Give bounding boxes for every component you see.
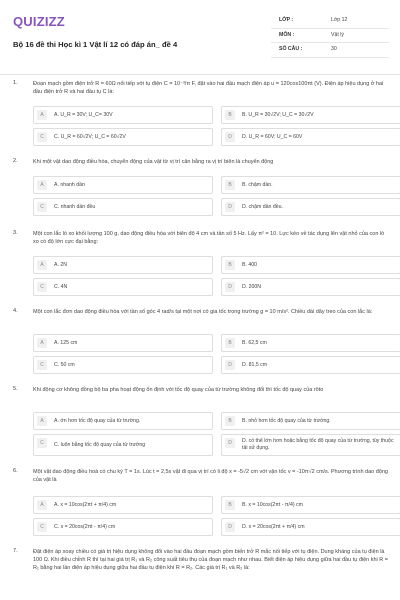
option-a[interactable] [33, 176, 213, 194]
meta-key: LỚP : [279, 17, 294, 23]
option-text: B. 400 [242, 262, 257, 268]
option-c[interactable] [33, 128, 213, 146]
option-text: C. 50 cm [54, 362, 75, 368]
question-text: Khi động cơ không đồng bộ ba pha hoạt động ổn định với tốc độ quay của từ trường không đổi thì tốc độ quay của rôto [33, 387, 324, 393]
option-text: D. 81,5 cm [242, 362, 268, 368]
option-letter-badge: A [37, 500, 47, 510]
meta-key: MÔN : [279, 31, 295, 38]
question-text: Đoạn mạch gồm điện trở R = 60Ω nối tiếp với tụ điện C = 10⁻³/π F, đặt vào hai đầu mạch điện áp u = 120cos100πt (V). Điện áp hiệu dụng ở hai đầu điện trở R và hai đầu tụ C là: [33, 81, 384, 95]
option-text: B. x = 10cos(2πt - π/4) cm [242, 502, 303, 508]
option-letter-badge: C [37, 522, 47, 532]
option-letter-badge: A [37, 180, 47, 190]
question-number: 6. [13, 468, 18, 474]
question-5 [13, 386, 393, 458]
option-c[interactable] [33, 518, 213, 536]
option-text: D. có thể lớn hơn hoặc bằng tốc độ quay của từ trường, tùy thuộc tải sử dụng. [242, 438, 394, 451]
option-text: A. x = 10cos(2πt + π/4) cm [54, 502, 117, 508]
header-divider [0, 74, 400, 75]
option-text: B. U_R = 30√2V; U_C = 30√2V [242, 112, 314, 118]
option-text: C. nhanh dần đều [54, 204, 96, 210]
option-text: D. chậm dần đều. [242, 204, 283, 210]
question-1 [13, 80, 393, 148]
option-d[interactable] [221, 518, 400, 536]
option-text: B. 62,5 cm [242, 340, 267, 346]
option-letter-badge: C [37, 360, 47, 370]
question-text: Một vật dao động điều hoà có chu kỳ T = 1s. Lúc t = 2,5s vật đi qua vị trí có li độ x = -5√2 cm với vận tốc v = -10π√2 cm/s. Phương trình dao động của vật là [33, 469, 388, 483]
option-letter-badge: C [37, 202, 47, 212]
option-b[interactable] [221, 256, 400, 274]
option-a[interactable] [33, 106, 213, 124]
option-letter-badge: D [225, 282, 235, 292]
question-2 [13, 158, 393, 220]
option-text: D. 200N [242, 284, 262, 290]
option-letter-badge: C [37, 438, 47, 448]
option-letter-badge: D [225, 522, 235, 532]
meta-row-subject [271, 29, 389, 44]
option-letter-badge: C [37, 282, 47, 292]
option-letter-badge: B [225, 500, 235, 510]
option-b[interactable] [221, 496, 400, 514]
option-text: D. x = 20cos(2πt + π/4) cm [242, 524, 305, 530]
question-7 [13, 548, 393, 596]
meta-value: Lớp 12 [331, 17, 348, 23]
option-c[interactable] [33, 434, 213, 456]
option-d[interactable] [221, 278, 400, 296]
meta-table [271, 14, 389, 58]
option-text: A. U_R = 30V; U_C= 30V [54, 112, 113, 118]
meta-key: SỐ CÂU : [279, 46, 303, 52]
option-letter-badge: B [225, 260, 235, 270]
option-a[interactable] [33, 412, 213, 430]
question-number: 1. [13, 80, 18, 86]
option-letter-badge: C [37, 132, 47, 142]
meta-row-count [271, 43, 389, 58]
option-text: A. nhanh dần [54, 182, 85, 188]
option-b[interactable] [221, 176, 400, 194]
question-number: 2. [13, 158, 18, 164]
question-6 [13, 468, 393, 538]
worksheet-header [13, 10, 388, 72]
option-text: C. x = 20cos(2πt - π/4) cm [54, 524, 116, 530]
option-b[interactable] [221, 412, 400, 430]
question-number: 3. [13, 230, 18, 236]
option-b[interactable] [221, 334, 400, 352]
option-d[interactable] [221, 356, 400, 374]
question-text: Một con lắc lò xo khối lượng 100 g, dao động điều hòa với biên độ 4 cm và tần số 5 Hz. Lấy π² = 10. Lực kéo về tác dụng lên vật nhỏ của con lò xo có độ lớn cực đại bằng: [33, 231, 385, 245]
option-b[interactable] [221, 106, 400, 124]
option-a[interactable] [33, 256, 213, 274]
question-number: 5. [13, 386, 18, 392]
option-letter-badge: B [225, 338, 235, 348]
option-text: C. U_R = 60√2V; U_C = 60√2V [54, 134, 126, 140]
option-text: C. luôn bằng tốc độ quay của từ trường [54, 442, 146, 448]
question-text: Đặt điện áp xoay chiều có giá trị hiệu dụng không đổi vào hai đầu đoạn mạch gồm biến trở R mắc nối tiếp với tụ điện. Dung kháng của tụ điện là 100 Ω. Khi điều chỉnh R thì tại hai giá trị R₁ và R₂ công suất tiêu thụ của đoạn mạch như nhau. Biết điện áp hiệu dụng giữa hai đầu tụ điện khi R = R₁ bằng hai lần điện áp hiệu dụng giữa hai đầu tụ điện khi R = R₂. Các giá trị R₁ và R₂ là: [33, 549, 389, 571]
question-4 [13, 308, 393, 376]
option-a[interactable] [33, 496, 213, 514]
option-letter-badge: D [225, 438, 235, 448]
option-d[interactable] [221, 128, 400, 146]
option-d[interactable] [221, 198, 400, 216]
option-letter-badge: A [37, 110, 47, 120]
option-letter-badge: A [37, 416, 47, 426]
option-text: A. 2N [54, 262, 67, 268]
option-text: B. nhỏ hơn tốc độ quay của từ trường. [242, 418, 331, 424]
option-text: B. chậm dần. [242, 182, 273, 188]
option-letter-badge: D [225, 360, 235, 370]
question-number: 7. [13, 548, 18, 554]
option-c[interactable] [33, 198, 213, 216]
option-text: C. 4N [54, 284, 68, 290]
meta-row-class [271, 14, 389, 29]
worksheet-title: Bộ 16 đề thi Học kì 1 Vật lí 12 có đáp án_ đề 4 [13, 40, 178, 49]
option-letter-badge: B [225, 416, 235, 426]
question-text: Một con lắc đơn dao động điều hòa với tần số góc 4 rad/s tại một nơi có gia tốc trọng trường g = 10 m/s². Chiều dài dây treo của con lắc là: [33, 309, 373, 315]
option-c[interactable] [33, 356, 213, 374]
question-number: 4. [13, 308, 18, 314]
meta-value: Vật lý [331, 31, 344, 38]
option-text: D. U_R = 60V; U_C = 60V [242, 134, 303, 140]
meta-value: 30 [331, 46, 337, 52]
option-text: A. 125 cm [54, 340, 78, 346]
option-letter-badge: D [225, 202, 235, 212]
option-letter-badge: D [225, 132, 235, 142]
quizizz-logo: QUIZIZZ [13, 14, 65, 29]
option-d[interactable] [221, 434, 400, 456]
option-letter-badge: A [37, 338, 47, 348]
option-c[interactable] [33, 278, 213, 296]
question-text: Khi một vật dao động điều hòa, chuyển động của vật từ vị trí cân bằng ra vị trí biên là chuyển động [33, 159, 274, 165]
option-a[interactable] [33, 334, 213, 352]
option-text: A. ớn hơn tốc độ quay của từ trường. [54, 418, 141, 424]
question-3 [13, 230, 393, 298]
option-letter-badge: A [37, 260, 47, 270]
option-letter-badge: B [225, 110, 235, 120]
option-letter-badge: B [225, 180, 235, 190]
